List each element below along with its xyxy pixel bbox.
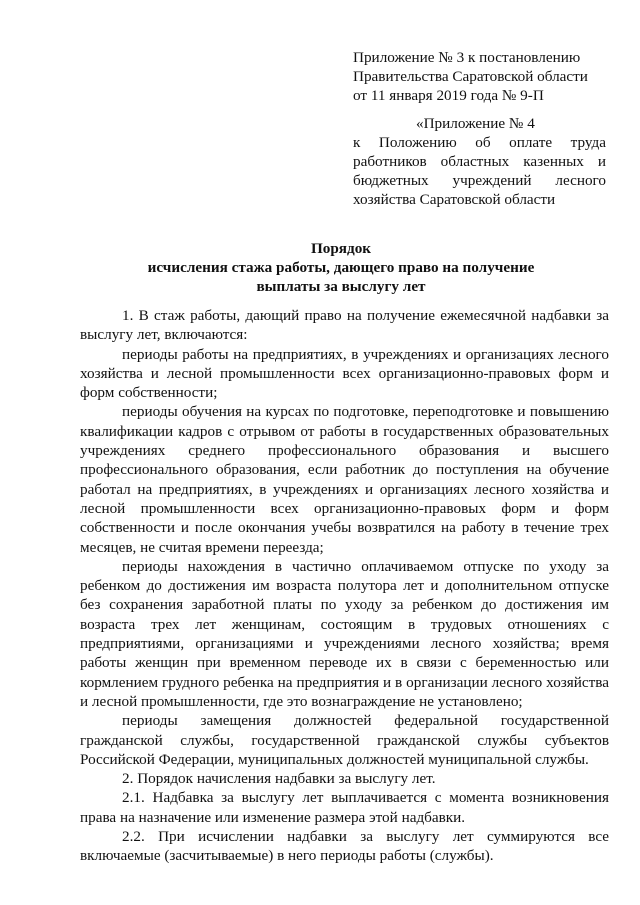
appendix-number: «Приложение № 4 [416, 115, 535, 132]
appendix-body: к Положению об оплате труда работников областных казенных и бюджетных учреждений лесного хозяйства Саратовской области [353, 134, 606, 208]
resolution-line-2: Правительства Саратовской области [353, 68, 588, 85]
appendix-reference [353, 114, 606, 209]
document-title [80, 239, 602, 296]
resolution-reference [353, 48, 615, 105]
title-line-1: Порядок [310, 240, 372, 257]
resolution-line-3: от 11 января 2019 года № 9-П [353, 87, 544, 104]
title-line-2: исчисления стажа работы, дающего право на получение [147, 259, 535, 276]
paragraph: 2. Порядок начисления надбавки за выслугу лет. [122, 770, 436, 788]
document-body [80, 306, 609, 866]
paragraph: 1. В стаж работы, дающий право на получение ежемесячной надбавки за выслугу лет, включаются: [80, 307, 609, 344]
paragraph: 2.2. При исчислении надбавки за выслугу лет суммируются все включаемые (засчитываемые) в него периоды работы (службы). [80, 828, 609, 865]
paragraph: периоды нахождения в частично оплачиваемом отпуске по уходу за ребенком до достижения им возраста полутора лет и дополнительном отпуске без сохранения заработной платы по уходу за ребенком до достижения им возраста трех лет женщинам, состоящим в трудовых отношениях с предприятиями, организациями и учреждениями лесного хозяйства; время работы женщин при временном переводе их в связи с беременностью или кормлением грудного ребенка на предприятия и в организации лесного хозяйства и лесной промышленности, где это вознаграждение не установлено; [80, 557, 609, 710]
paragraph: периоды обучения на курсах по подготовке, переподготовке и повышению квалификации кадров с отрывом от работы в государственных образовательных учреждениях среднего профессионального образования и высшего профессионального образования, если работник до поступления на обучение работал на предприятиях, в учреждениях и организациях лесного хозяйства и лесной промышленности всех организационно-правовых форм и форм собственности и после окончания учебы возвратился на работу в течение трех месяцев, не считая времени переезда; [80, 403, 609, 556]
title-line-3: выплаты за выслугу лет [256, 278, 426, 295]
resolution-line-1: Приложение № 3 к постановлению [353, 49, 581, 66]
paragraph: периоды работы на предприятиях, в учреждениях и организациях лесного хозяйства и лесной промышленности всех организационно-правовых форм и форм собственности; [80, 345, 609, 402]
paragraph: периоды замещения должностей федеральной государственной гражданской службы, государственной гражданской службы субъектов Российской Федерации, муниципальных должностей муниципальной службы. [80, 712, 609, 768]
paragraph: 2.1. Надбавка за выслугу лет выплачивается с момента возникновения права на назначение или изменение размера этой надбавки. [80, 789, 609, 826]
